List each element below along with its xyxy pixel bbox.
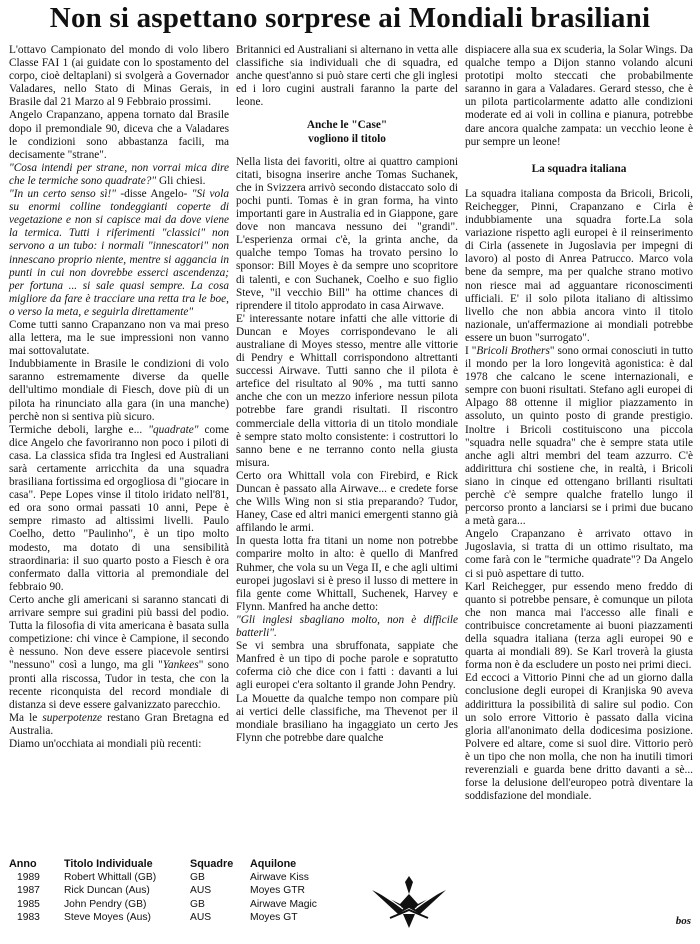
heading-line: vogliono il titolo: [308, 132, 386, 145]
table-cell: GB: [190, 898, 205, 910]
paragraph: [9, 162, 229, 188]
paragraph: La squadra italiana composta da Bricoli, Bricoli, Reichegger, Pinni, Crapanzano e Cirla è indubbiamente una squadra forte.La sola variazione rispetto agli europei è il reinserimento di Cirla (assenete in Jugoslavia per impegni di lavoro) al posto di Anrea Patrucco. Marco vola bene da sempre, ma per qualche strano motivo non riesce mai ad agguantare riconoscimenti ufficiali. E' il solo pilota italiano di altissimo livello che non abbia ancora vinto il titolo nazionale, un'affermazione ai mondiali potrebbe essere un buon "surrogato".: [465, 187, 693, 344]
column-3: [465, 44, 693, 803]
text: restano Gran Bretagna ed Australia.: [9, 711, 229, 737]
paragraph: Karl Reichegger, pur essendo meno freddo di quanto si potrebbe pensare, è comunque un pilota che non manca mai l'accesso alle finali e contribuisce concretamente ai buoni piazzamenti della squadra italiana (terza agli europei 90 e quarta ai mondiali 89). Se Karl troverà la giusta forma non è da escludere un posto nei primi dieci.: [465, 580, 693, 672]
author-signature: bos: [675, 915, 691, 927]
italic-text: superpotenze: [42, 711, 103, 724]
column-header: Anno: [9, 858, 37, 870]
paragraph: E' interessante notare infatti che alle vittorie di Duncan e Moyes corrispondevano le ali australiane di Moyes stesso, mentre alle vittorie di Pendry e Whittall corrispondono altrettanti successi Airwave. Tutti sanno che il pilota è artefice del risultato al 90% , ma tutti sanno anche che con un mezzo inferiore nessun pilota potrebbe fare grandi risultati. Il riscontro commerciale della vittoria di un titolo mondiale è sempre stato molto consistente: i costruttori lo sanno bene e ne terranno conto nella giusta misura.: [236, 312, 458, 469]
table-cell: Robert Whittall (GB): [64, 871, 157, 883]
table-cell: John Pendry (GB): [64, 898, 147, 910]
table-cell: 1985: [17, 898, 40, 910]
italic-text: Bricoli Brothers: [476, 344, 550, 357]
text: Gli chiesi.: [156, 174, 206, 187]
quote-text: "quadrate": [148, 423, 199, 436]
table-cell: AUS: [190, 885, 212, 896]
column-header: Titolo Individuale: [64, 858, 153, 870]
table-cell: 1983: [17, 912, 40, 923]
table-cell: 1989: [17, 871, 40, 883]
text: " sono pronti alla riscossa, Tudor in testa, che con la recente riconquista del record mondiale di distanza si deve essere galvanizzato parecchio.: [9, 659, 229, 711]
paragraph: Nella lista dei favoriti, oltre ai quattro campioni citati, bisogna inserire anche Tomas Suchanek, che in Svizzera arrivò secondo distaccato solo di pochi punti. Tomas è in gran forma, ha vinto importanti gare in Australia ed in Giappone, gare dove non mancava nessuno dei "grandi". L'esperienza ormai c'è, la grinta anche, da qualche tempo Tomas ha trovato persino lo sponsor: Bill Moyes è da sempre uno scopritore di talenti, e con Suchanek, Coelho e suo figlio Steve, "il vecchio Bill" ha ottime chances di riprendere il titolo approdato in casa Airwave.: [236, 155, 458, 312]
paragraph: La Mouette da qualche tempo non compare più ai vertici delle classifiche, ma Thevenot per il mondiale brasiliano ha ingaggiato un certo Jes Flynn che potrebbe dare qualche: [236, 692, 458, 744]
table-cell: Moyes GTR: [250, 885, 305, 896]
paragraph: Certo ora Whittall vola con Firebird, e Rick Duncan è passato alla Airwave... e credete forse che Wills Wing non si stia preparando? Tudor, Haney, Case ed altri manici emergenti stanno già affilando le armi.: [236, 469, 458, 535]
text: Certo anche gli americani si saranno stancati di arrivare sempre sui gradini più bassi del podio. Tutta la filosofia di vita americana è basata sulla competizione: chi vince è Campione, il secondo è nessuno. Non deve essere piacevole sentirsi "nessuno" così a lungo, ma gli ": [9, 593, 229, 672]
paragraph: Angelo Crapanzano è arrivato ottavo in Jugoslavia, si tratta di un ottimo risultato, ma come farà con le "termiche quadrate"? Da Angelo ci si può aspettare di tutto.: [465, 528, 693, 580]
paragraph: dispiacere alla sua ex scuderia, la Solar Wings. Da qualche tempo a Dijon stanno volando alcuni prototipi molto steccati che probabilmente saranno in gara a Valadares. Gerard stesso, che è un pilota particolarmente adatto alle condizioni moderate ed ai voli in collina e pianura, potrebbe dare ancora qualche zampata: un vecchio leone è pur sempre un leone!: [465, 44, 693, 148]
table-cell: Moyes GT: [250, 912, 298, 923]
table-cell: GB: [190, 871, 205, 883]
text: come dice Angelo che favoriranno non poco i piloti di casa. La classica sfida tra Inglesi ed Australiani sarà certamente arricchita da una squadra brasiliana fortissima ed orgogliosa di "giocare in casa". Pepe Lopes vinse il titolo iridato nell'81, ed ora sono ormai passati 10 anni, Pepe è sempre rimasto ad altissimi livelli. Paulo Coelho, detto "Paulinho", è un tipo molto modesto, ma dotato di una sensibilità straordinaria: il suo quarto posto a Fiesch è ora confermato dalla vittoria al premondiale del febbraio 90.: [9, 423, 230, 593]
paragraph: [9, 594, 229, 712]
section-heading: [236, 119, 458, 145]
paragraph: Se vi sembra una sbruffonata, sappiate che Manfred è un tipo di poche parole e sopratutto coferma ciò che dice con i fatti : davanti a lui agli europei c'era soltanto il grande John Pendry.: [236, 640, 458, 692]
table-row: [9, 912, 380, 926]
table-cell: 1987: [17, 885, 40, 896]
paragraph: L'ottavo Campionato del mondo di volo libero Classe FAI 1 (ai guidate con lo spostamento del corpo, cioè deltaplani) si svolgerà a Governador Valadares, nello Stato di Minas Gerais, in Brasile dal 21 Marzo al 9 Febbraio prossimi.: [9, 44, 229, 109]
quote-text: "Cosa intendi per strane, non vorrai mica dire che le termiche sono quadrate?": [9, 161, 229, 187]
text: " sono ormai conosciuti in tutto il mondo per la loro longevità agonistica: è dal 1978 che calcano le scene internazionali, e sempre con buoni risultati. Stefano agli europei di Alpago 88 ottenne il miglior piazzamento in assoluto, un quinto posto di grande prestigio. Inoltre i Bricoli costituiscono una piccola "squadra nelle squadra" che è sempre stata utile anche agli altri membri del team azzurro. C'è addirittura chi sostiene che, in realtà, i Bricoli siano in cinque ed ottengano brillanti risultati perchè c'è sempre qualche fratello lungo il percorso pronto a lanciarsi se i primi due bucano a metà gara...: [465, 344, 693, 528]
paragraph: Ed eccoci a Vittorio Pinni che ad un giorno dalla conclusione degli europei di Kranjiska 90 aveva addirittura la possibilità di salire sul podio. Con un solo errore Vittorio è passato dalla vicina gloria all'anonimato della dodicesima posizione. Polvere ed altare, come si suol dire. Vittorio però è un tipo che non molla, che non ha inutili timori reverenziali e guarda bene dritto davanti a sè... forse la delusione dell'europeo potrà diventare la soddisfazione del mondiale.: [465, 672, 693, 803]
table-cell: Steve Moyes (Aus): [64, 912, 151, 923]
table-cell: AUS: [190, 912, 212, 923]
column-1: [9, 44, 229, 751]
article-title: Non si aspettano sorprese ai Mondiali brasiliani: [49, 2, 651, 34]
delta-wing-eagle-icon: [370, 870, 448, 930]
championships-table: [9, 858, 380, 926]
text: -disse Angelo-: [116, 188, 192, 201]
quote-text: "In un certo senso sì!": [9, 188, 117, 201]
table-header-row: [9, 858, 380, 872]
paragraph: Diamo un'occhiata ai mondiali più recenti:: [9, 737, 202, 750]
table-row: [9, 885, 380, 899]
text: I ": [465, 344, 477, 357]
table-cell: Rick Duncan (Aus): [64, 885, 150, 896]
column-2: [236, 44, 458, 745]
paragraph: In questa lotta fra titani un nome non potrebbe comparire molto in alto: è quello di Manfred Ruhmer, che vola su un Vega II, e che agli ultimi europei jugoslavi si è preso il lusso di mettere in fila gente come Whittall, Suchenek, Harvey e Flynn. Manfred ha anche detto:: [236, 535, 458, 613]
text: Termiche deboli, larghe e...: [9, 423, 149, 436]
paragraph: Angelo Crapanzano, appena tornato dal Brasile dopo il premondiale 90, diceva che a Valadares le condizioni sono abbastanza facili, ma decisamente "strane".: [9, 109, 229, 161]
paragraph: Britannici ed Australiani si alternano in vetta alle classifiche sia individuali che di squadra, ed anche quest'anno si può stare certi che gli inglesi ed i loro cugini australi faranno la parte del leone.: [236, 44, 458, 109]
table-row: [9, 899, 380, 913]
table-row: [9, 872, 380, 886]
quote-text: "Si vola su enormi colline tondeggianti coperte di vegetazione e non si capisce mai da dove viene la termica. Tutti i riferimenti "classici" non servono a un tubo: i normali "innescatori" non innescano proprio niente, mentre si aggancia in punti in cui non dovrebbe esserci ascendenza; per fortuna ... si sale quasi sempre. La cosa migliore da fare è tracciare una retta tra le boe, o verso la meta, e seguirla direttamente": [9, 188, 229, 318]
italic-text: Yankees: [162, 659, 199, 672]
paragraph: [9, 424, 229, 594]
column-header: Aquilone: [250, 858, 297, 870]
paragraph: [9, 188, 229, 319]
heading-line: Anche le "Case": [306, 119, 388, 132]
table-cell: Airwave Kiss: [250, 871, 309, 883]
table-cell: Airwave Magic: [250, 898, 317, 910]
paragraph: Indubbiamente in Brasile le condizioni di volo saranno estremamente diverse da quelle dell'ultimo mondiale di Fiesch, dove più di un pilota ha rinunciato alla gara (in una manche) perchè non si sentiva più sicuro.: [9, 358, 229, 423]
quote-paragraph: "Gli inglesi sbagliano molto, non è difficile batterli".: [236, 613, 458, 640]
paragraph: [465, 345, 693, 528]
text: Ma le: [9, 711, 43, 724]
paragraph: [9, 712, 229, 738]
column-header: Squadre: [190, 858, 234, 870]
paragraph: Come tutti sanno Crapanzano non va mai preso alla lettera, ma le sue impressioni non vanno mai sottovalutate.: [9, 318, 229, 358]
section-heading: La squadra italiana: [531, 162, 627, 175]
